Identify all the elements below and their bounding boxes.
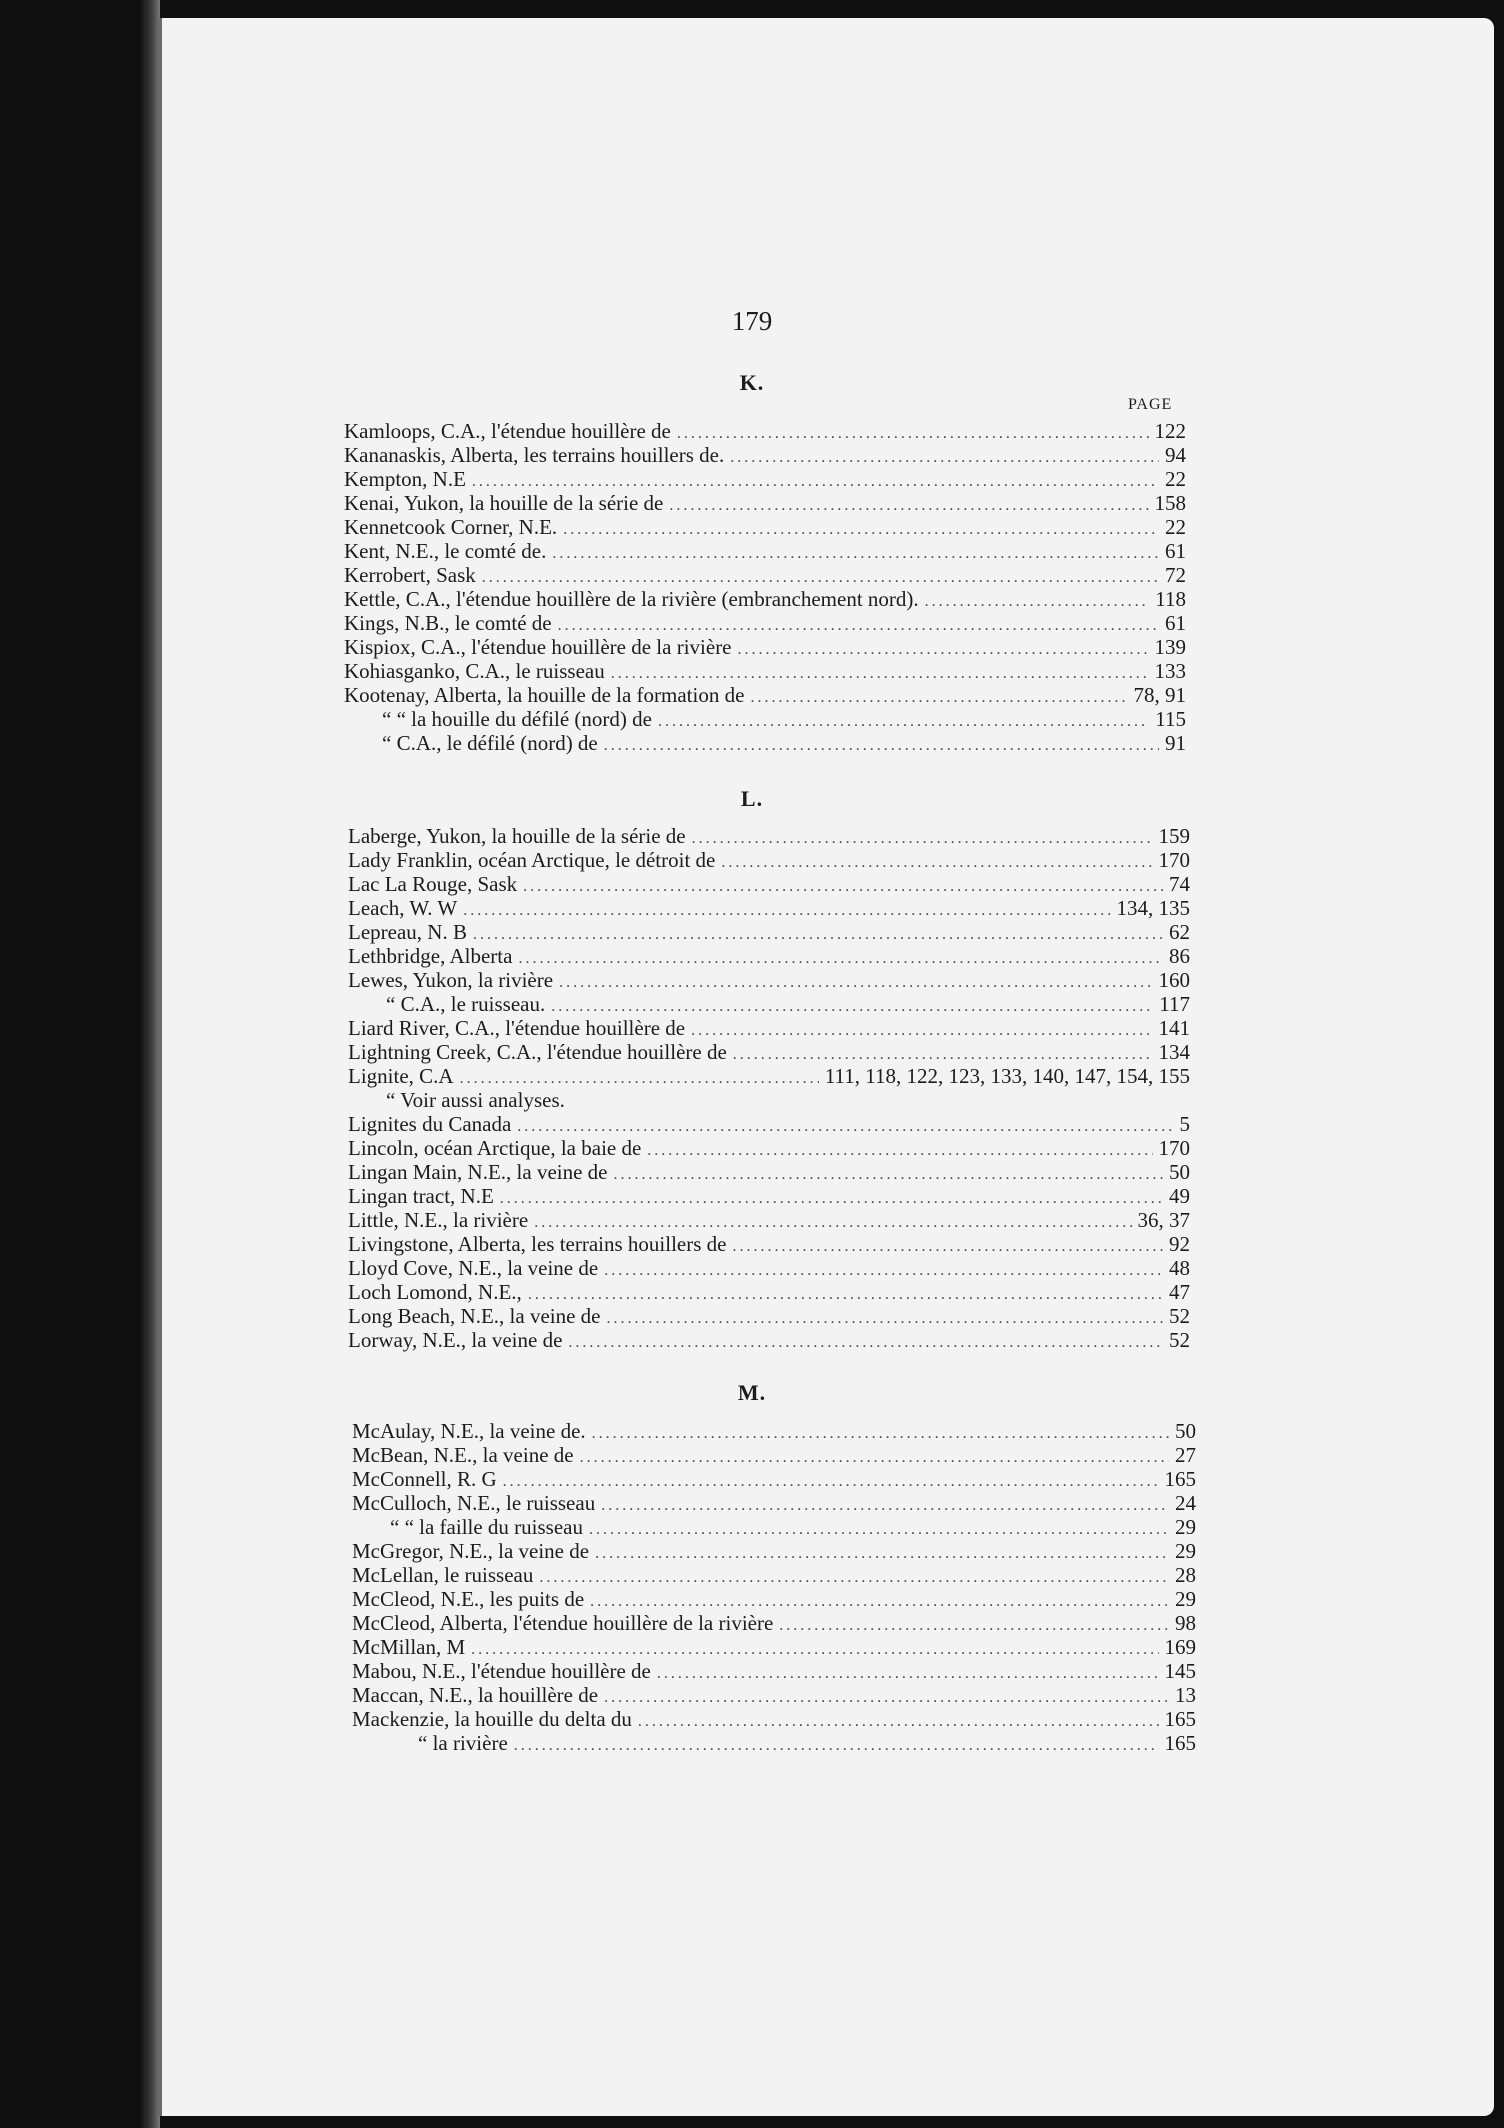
index-entry-page: 94 xyxy=(1165,443,1186,467)
index-entry xyxy=(348,1064,1190,1088)
index-entry-page: 62 xyxy=(1169,920,1190,944)
index-entry-page: 50 xyxy=(1169,1160,1190,1184)
index-entry xyxy=(348,1136,1190,1160)
index-entry-text: Long Beach, N.E., la veine de xyxy=(348,1304,601,1328)
index-entry-text: Lignite, C.A xyxy=(348,1064,454,1088)
index-entry-text: Lloyd Cove, N.E., la veine de xyxy=(348,1256,599,1280)
index-entry xyxy=(352,1467,1196,1491)
index-entry-page: 52 xyxy=(1169,1304,1190,1328)
dot-leader xyxy=(604,1686,1169,1710)
index-entry-page: 115 xyxy=(1155,707,1186,731)
index-entry xyxy=(348,1040,1190,1064)
index-entry-text: Kent, N.E., le comté de. xyxy=(344,539,547,563)
index-entry-page: 145 xyxy=(1164,1659,1196,1683)
index-entry-page: 86 xyxy=(1169,944,1190,968)
index-entry-page: 160 xyxy=(1158,968,1190,992)
index-entry-page: 170 xyxy=(1158,1136,1190,1160)
index-entry xyxy=(348,824,1190,848)
index-entry-text: Maccan, N.E., la houillère de xyxy=(352,1683,599,1707)
index-entry xyxy=(344,587,1186,611)
index-entry-page: 61 xyxy=(1165,611,1186,635)
index-entry xyxy=(344,443,1186,467)
index-entry-text: Mackenzie, la houille du delta du xyxy=(352,1707,632,1731)
index-entry xyxy=(348,992,1190,1016)
index-entry-text: Lewes, Yukon, la rivière xyxy=(348,968,554,992)
index-entry-text: McCleod, N.E., les puits de xyxy=(352,1587,585,1611)
index-entry-page: 169 xyxy=(1164,1635,1196,1659)
dot-leader xyxy=(738,638,1149,662)
index-entry xyxy=(344,563,1186,587)
dot-leader xyxy=(514,1734,1159,1758)
index-entry xyxy=(348,968,1190,992)
index-entry xyxy=(344,419,1186,443)
index-entry-page: 28 xyxy=(1175,1563,1196,1587)
index-entry-text: Loch Lomond, N.E., xyxy=(348,1280,522,1304)
index-entry xyxy=(344,635,1186,659)
index-entry-text: McLellan, le ruisseau xyxy=(352,1563,534,1587)
dot-leader xyxy=(669,494,1148,518)
index-entry-page: 165 xyxy=(1164,1467,1196,1491)
index-entry xyxy=(348,872,1190,896)
dot-leader xyxy=(601,1494,1169,1518)
index-list-m xyxy=(352,1419,1196,1755)
dot-leader xyxy=(539,1566,1169,1590)
index-entry-page: 5 xyxy=(1179,1112,1190,1136)
index-entry-page: 50 xyxy=(1175,1419,1196,1443)
section-heading-l: L. xyxy=(740,786,764,811)
dot-leader xyxy=(925,590,1150,614)
index-entry-text: Leach, W. W xyxy=(348,896,458,920)
dot-leader xyxy=(647,1139,1152,1163)
index-entry-text: Kamloops, C.A., l'étendue houillère de xyxy=(344,419,671,443)
index-entry-text: Kennetcook Corner, N.E. xyxy=(344,515,558,539)
index-list-k xyxy=(344,419,1186,755)
index-entry-text: Lac La Rouge, Sask xyxy=(348,872,518,896)
index-entry-page: 36, 37 xyxy=(1137,1208,1190,1232)
index-entry-text: McConnell, R. G xyxy=(352,1467,497,1491)
index-entry xyxy=(352,1515,1196,1539)
index-entry-page: 13 xyxy=(1175,1683,1196,1707)
index-entry xyxy=(352,1563,1196,1587)
index-entry-page: 134, 135 xyxy=(1116,896,1190,920)
index-entry-text: Kananaskis, Alberta, les terrains houillers de. xyxy=(344,443,725,467)
index-entry-page: 92 xyxy=(1169,1232,1190,1256)
index-entry-text: “ la rivière xyxy=(418,1731,508,1755)
index-entry-text: McMillan, M xyxy=(352,1635,466,1659)
index-entry-page: 49 xyxy=(1169,1184,1190,1208)
index-entry-page: 141 xyxy=(1158,1016,1190,1040)
index-entry xyxy=(352,1443,1196,1467)
index-entry-page: 165 xyxy=(1164,1731,1196,1755)
dot-leader xyxy=(607,1307,1164,1331)
index-entry-page: 27 xyxy=(1175,1443,1196,1467)
dot-leader xyxy=(657,1662,1159,1686)
index-entry xyxy=(352,1731,1196,1755)
index-entry xyxy=(348,1328,1190,1352)
index-list-l xyxy=(348,824,1190,1352)
dot-leader xyxy=(604,1259,1163,1283)
index-entry-page: 122 xyxy=(1154,419,1186,443)
index-entry xyxy=(348,1016,1190,1040)
index-entry xyxy=(344,731,1186,755)
dot-leader xyxy=(614,1163,1163,1187)
index-entry-text: Lignites du Canada xyxy=(348,1112,512,1136)
index-entry-text: Lepreau, N. B xyxy=(348,920,467,944)
index-entry xyxy=(344,659,1186,683)
dot-leader xyxy=(528,1283,1163,1307)
dot-leader xyxy=(503,1470,1159,1494)
index-entry-text: “ Voir aussi analyses. xyxy=(386,1088,565,1112)
index-entry xyxy=(348,1088,1190,1112)
dot-leader xyxy=(568,1331,1163,1355)
index-entry xyxy=(352,1419,1196,1443)
index-entry xyxy=(348,1304,1190,1328)
index-entry-text: Kempton, N.E xyxy=(344,467,466,491)
index-entry-page: 111, 118, 122, 123, 133, 140, 147, 154, 155 xyxy=(824,1064,1190,1088)
index-entry-page: 98 xyxy=(1175,1611,1196,1635)
index-entry-page: 22 xyxy=(1165,515,1186,539)
index-entry-page: 159 xyxy=(1158,824,1190,848)
dot-leader xyxy=(589,1518,1169,1542)
index-entry xyxy=(352,1659,1196,1683)
dot-leader xyxy=(658,710,1149,734)
index-entry xyxy=(348,1280,1190,1304)
index-entry-page: 52 xyxy=(1169,1328,1190,1352)
index-entry xyxy=(344,515,1186,539)
index-entry-text: Kings, N.B., le comté de xyxy=(344,611,552,635)
page-column-header: PAGE xyxy=(1128,396,1173,413)
index-entry xyxy=(344,539,1186,563)
index-entry-page: 158 xyxy=(1154,491,1186,515)
index-entry-page: 165 xyxy=(1164,1707,1196,1731)
dot-leader xyxy=(638,1710,1159,1734)
index-entry-text: “ C.A., le défilé (nord) de xyxy=(382,731,598,755)
index-entry xyxy=(348,1112,1190,1136)
dot-leader xyxy=(595,1542,1169,1566)
index-entry-text: Kootenay, Alberta, la houille de la formation de xyxy=(344,683,745,707)
dot-leader xyxy=(563,518,1159,542)
index-entry-page: 74 xyxy=(1169,872,1190,896)
dot-leader xyxy=(463,899,1110,923)
index-entry-text: Lincoln, océan Arctique, la baie de xyxy=(348,1136,642,1160)
index-entry-text: Kettle, C.A., l'étendue houillère de la rivière (embranchement nord). xyxy=(344,587,919,611)
index-entry xyxy=(348,944,1190,968)
section-heading-m: M. xyxy=(737,1380,767,1405)
index-entry-page: 61 xyxy=(1165,539,1186,563)
page-number: 179 xyxy=(731,306,773,336)
dot-leader xyxy=(592,1422,1169,1446)
dot-leader xyxy=(523,875,1163,899)
dot-leader xyxy=(500,1187,1163,1211)
index-entry-text: Lightning Creek, C.A., l'étendue houillère de xyxy=(348,1040,727,1064)
dot-leader xyxy=(750,686,1127,710)
dot-leader xyxy=(779,1614,1169,1638)
index-entry xyxy=(344,683,1186,707)
index-entry-text: McBean, N.E., la veine de xyxy=(352,1443,574,1467)
index-entry-text: Laberge, Yukon, la houille de la série de xyxy=(348,824,686,848)
index-entry-text: Little, N.E., la rivière xyxy=(348,1208,529,1232)
index-entry-text: Lorway, N.E., la veine de xyxy=(348,1328,563,1352)
index-entry-page: 48 xyxy=(1169,1256,1190,1280)
index-entry-page: 139 xyxy=(1154,635,1186,659)
index-entry-text: Kenai, Yukon, la houille de la série de xyxy=(344,491,664,515)
index-entry xyxy=(344,707,1186,731)
index-entry-page: 24 xyxy=(1175,1491,1196,1515)
index-entry-text: Lingan Main, N.E., la veine de xyxy=(348,1160,608,1184)
dot-leader xyxy=(518,947,1163,971)
index-entry-page: 29 xyxy=(1175,1515,1196,1539)
dot-leader xyxy=(580,1446,1169,1470)
index-entry-page: 78, 91 xyxy=(1133,683,1186,707)
index-entry-page: 29 xyxy=(1175,1539,1196,1563)
index-entry-text: Kispiox, C.A., l'étendue houillère de la rivière xyxy=(344,635,732,659)
index-entry-page: 134 xyxy=(1158,1040,1190,1064)
index-entry-text: McCulloch, N.E., le ruisseau xyxy=(352,1491,596,1515)
index-entry-text: Lethbridge, Alberta xyxy=(348,944,513,968)
index-entry-text: McGregor, N.E., la veine de xyxy=(352,1539,590,1563)
index-entry xyxy=(352,1635,1196,1659)
index-entry-page: 118 xyxy=(1155,587,1186,611)
dot-leader xyxy=(559,971,1152,995)
index-entry-text: “ “ la faille du ruisseau xyxy=(390,1515,583,1539)
index-entry-text: Mabou, N.E., l'étendue houillère de xyxy=(352,1659,651,1683)
dot-leader xyxy=(691,1019,1152,1043)
index-entry xyxy=(352,1707,1196,1731)
index-entry xyxy=(348,1232,1190,1256)
index-entry xyxy=(352,1683,1196,1707)
index-entry-page: 47 xyxy=(1169,1280,1190,1304)
index-entry-text: Kerrobert, Sask xyxy=(344,563,476,587)
index-entry-text: Liard River, C.A., l'étendue houillère de xyxy=(348,1016,686,1040)
index-entry-page: 117 xyxy=(1159,992,1190,1016)
index-entry-text: McCleod, Alberta, l'étendue houillère de la rivière xyxy=(352,1611,774,1635)
section-heading-k: K. xyxy=(739,370,765,395)
index-entry-page: 29 xyxy=(1175,1587,1196,1611)
index-entry xyxy=(348,896,1190,920)
index-entry xyxy=(348,1256,1190,1280)
index-entry-page: 91 xyxy=(1165,731,1186,755)
index-entry xyxy=(352,1611,1196,1635)
index-entry-page: 133 xyxy=(1154,659,1186,683)
dot-leader xyxy=(733,1235,1164,1259)
index-entry xyxy=(348,1160,1190,1184)
index-entry-text: Livingstone, Alberta, les terrains houillers de xyxy=(348,1232,727,1256)
index-entry xyxy=(344,611,1186,635)
index-entry-page: 22 xyxy=(1165,467,1186,491)
dot-leader xyxy=(604,734,1159,758)
index-entry xyxy=(348,848,1190,872)
index-entry-text: “ C.A., le ruisseau. xyxy=(386,992,546,1016)
index-entry xyxy=(348,1208,1190,1232)
dot-leader xyxy=(721,851,1152,875)
dot-leader xyxy=(692,827,1153,851)
index-entry xyxy=(348,920,1190,944)
dot-leader xyxy=(677,422,1149,446)
index-entry-text: Kohiasganko, C.A., le ruisseau xyxy=(344,659,605,683)
index-entry xyxy=(344,467,1186,491)
index-entry-text: Lingan tract, N.E xyxy=(348,1184,494,1208)
index-entry-text: “ “ la houille du défilé (nord) de xyxy=(382,707,652,731)
index-entry xyxy=(352,1491,1196,1515)
index-entry-page: 170 xyxy=(1158,848,1190,872)
index-entry xyxy=(352,1539,1196,1563)
dot-leader xyxy=(473,923,1163,947)
index-entry-text: Lady Franklin, océan Arctique, le détroit de xyxy=(348,848,716,872)
dot-leader xyxy=(552,542,1159,566)
dot-leader xyxy=(730,446,1159,470)
index-entry xyxy=(348,1184,1190,1208)
index-entry xyxy=(352,1587,1196,1611)
index-entry-text: McAulay, N.E., la veine de. xyxy=(352,1419,586,1443)
index-entry-page: 72 xyxy=(1165,563,1186,587)
index-entry xyxy=(344,491,1186,515)
